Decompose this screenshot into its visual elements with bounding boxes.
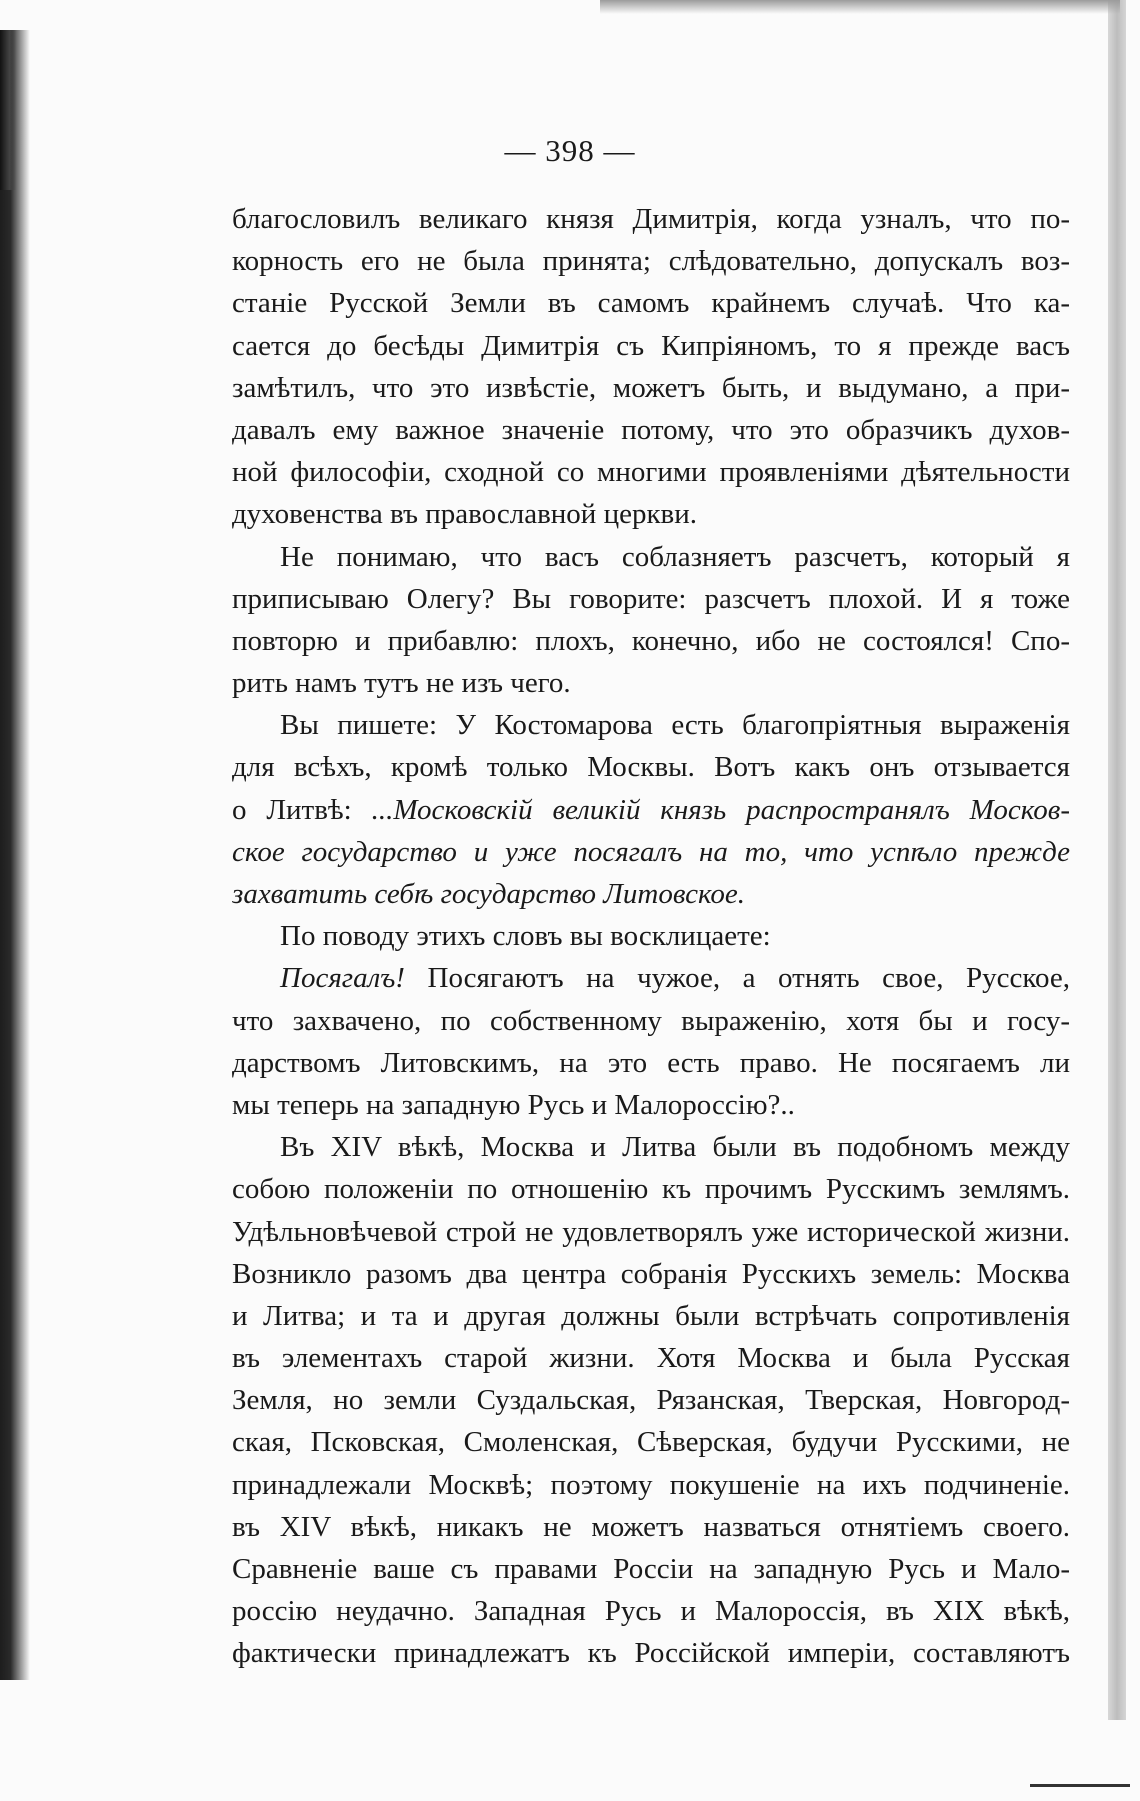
text-line: дарствомъ Литовскимъ, на это есть право. Не посягаемъ ли xyxy=(232,1046,1070,1079)
scan-edge-right xyxy=(1108,0,1126,1720)
text-line: благословилъ великаго князя Димитрія, когда узналъ, что по- xyxy=(232,203,1070,235)
text-line: захватить себѣ государство Литовское. xyxy=(232,878,746,910)
text-line: Не понимаю, что васъ соблазняетъ разсчетъ, который я xyxy=(280,540,1070,573)
text-line: Посягалъ! Посягаютъ на чужое, а отнять свое, Русское, xyxy=(280,962,1070,995)
text-line: приписываю Олегу? Вы говорите: разсчетъ плохой. И я тоже xyxy=(232,582,1070,615)
text-line: для всѣхъ, кромѣ только Москвы. Вотъ какъ онъ отзывается xyxy=(232,751,1070,784)
scan-mark-bottom xyxy=(1030,1784,1130,1787)
text-line: замѣтилъ, что это извѣстіе, можетъ быть, и выдумано, а при- xyxy=(232,371,1070,404)
text-line: въ элементахъ старой жизни. Хотя Москва и была Русская xyxy=(232,1342,1070,1375)
binding-shadow xyxy=(0,30,30,1680)
text-line: сается до бесѣды Димитрія съ Кипріяномъ, то я прежде васъ xyxy=(232,329,1070,362)
text-line: въ XIV вѣкѣ, никакъ не можетъ назваться отнятіемъ своего. xyxy=(232,1510,1070,1543)
text-line: что захвачено, по собственному выраженію, хотя бы и госу- xyxy=(232,1004,1070,1037)
text-line: Возникло разомъ два центра собранія Русскихъ земель: Москва xyxy=(232,1257,1070,1290)
text-line: рить намъ тутъ не изъ чего. xyxy=(232,667,571,700)
text-line: Удѣльновѣчевой строй не удовлетворялъ уже исторической жизни. xyxy=(232,1215,1070,1248)
text-line: ское государство и уже посягалъ на то, что успѣло прежде xyxy=(232,835,1070,868)
scan-edge-top xyxy=(600,0,1120,14)
text-line: ская, Псковская, Смоленская, Сѣверская, будучи Русскими, не xyxy=(232,1426,1070,1459)
text-line: Въ XIV вѣкѣ, Москва и Литва были въ подобномъ между xyxy=(280,1131,1070,1164)
text-line: корность его не была принята; слѣдовательно, допускалъ воз- xyxy=(232,245,1070,278)
text-line: и Литва; и та и другая должны были встрѣчать сопротивленія xyxy=(232,1299,1070,1332)
text-line: духовенства въ православной церкви. xyxy=(232,498,698,531)
text-line: Сравненіе ваше съ правами Россіи на западную Русь и Мало- xyxy=(232,1553,1070,1585)
body-text xyxy=(232,198,1070,1675)
text-line: повторю и прибавлю: плохъ, конечно, ибо не состоялся! Спо- xyxy=(232,624,1070,657)
text-line: По поводу этихъ словъ вы восклицаете: xyxy=(280,920,771,953)
text-line: фактически принадлежатъ къ Россійской имперіи, составляютъ xyxy=(232,1637,1070,1670)
text-line: собою положеніи по отношенію къ прочимъ Русскимъ землямъ. xyxy=(232,1173,1070,1206)
text-line: принадлежали Москвѣ; поэтому покушеніе на ихъ подчиненіе. xyxy=(232,1468,1070,1501)
text-line: давалъ ему важное значеніе потому, что это образчикъ духов- xyxy=(232,413,1070,446)
page-number: — 398 — xyxy=(504,133,636,168)
text-line: мы теперь на западную Русь и Малороссію?.. xyxy=(232,1088,795,1121)
text-line: о Литвѣ: ...Московскій великій князь распространялъ Москов- xyxy=(232,793,1070,826)
text-line: ной философіи, сходной со многими проявленіями дѣятельности xyxy=(232,456,1070,489)
text-line: Земля, но земли Суздальская, Рязанская, Тверская, Новгород- xyxy=(232,1384,1070,1417)
text-line: россію неудачно. Западная Русь и Малороссія, въ XIX вѣкѣ, xyxy=(232,1595,1070,1628)
text-line: станіе Русской Земли въ самомъ крайнемъ случаѣ. Что ка- xyxy=(232,287,1070,320)
text-line: Вы пишете: У Костомарова есть благопріятныя выраженія xyxy=(280,709,1070,742)
